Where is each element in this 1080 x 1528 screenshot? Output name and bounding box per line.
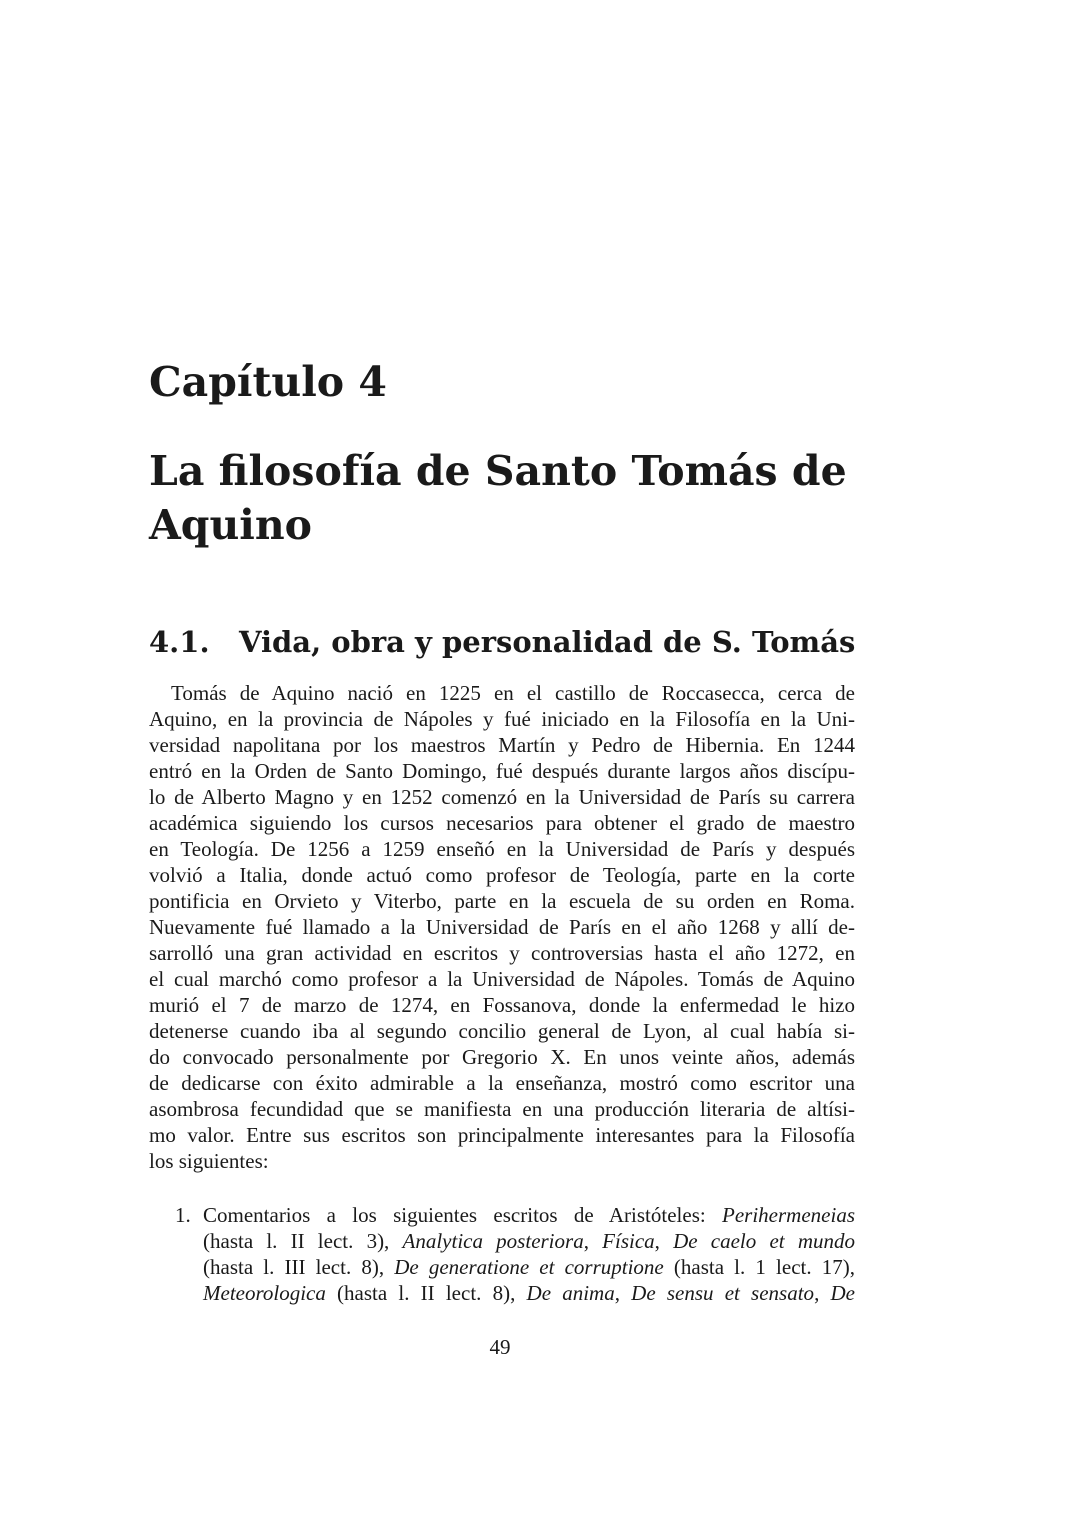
paragraph-line: los siguientes: <box>149 1149 269 1173</box>
paragraph-line: do convocado personalmente por Gregorio X. En unos veinte años, además <box>149 1045 855 1069</box>
list-item-line <box>203 1228 855 1254</box>
page-number: 49 <box>489 1335 511 1359</box>
list-item-line <box>203 1280 855 1306</box>
work-title: Analytica posteriora <box>402 1229 584 1253</box>
paragraph-line: asombrosa fecundidad que se manifiesta en una producción literaria de altísi- <box>149 1097 855 1121</box>
list-text: , <box>814 1281 831 1305</box>
paragraph-line: pontificia en Orvieto y Viterbo, parte en la escuela de su orden en Roma. <box>149 889 855 913</box>
work-title: Física <box>602 1229 655 1253</box>
work-title: De generatione et corruptione <box>394 1255 664 1279</box>
list-text: , <box>583 1229 603 1253</box>
section-heading <box>149 620 855 664</box>
paragraph-line: mo valor. Entre sus escritos son principalmente interesantes para la Filosofía <box>149 1123 855 1147</box>
paragraph-line: entró en la Orden de Santo Domingo, fué después durante largos años discípu- <box>149 759 855 783</box>
list-item <box>203 1202 855 1306</box>
work-title: De anima <box>526 1281 615 1305</box>
section-title: Vida, obra y personalidad de S. Tomás <box>239 625 856 659</box>
work-title: Meteorologica <box>203 1281 326 1305</box>
numbered-list <box>149 1202 855 1306</box>
paragraph-line: murió el 7 de marzo de 1274, en Fossanova, donde la enfermedad le hizo <box>149 993 855 1017</box>
paragraph-line: detenerse cuando iba al segundo concilio general de Lyon, al cual había si- <box>149 1019 855 1043</box>
list-item-line <box>203 1254 855 1280</box>
paragraph-line: en Teología. De 1256 a 1259 enseñó en la Universidad de París y después <box>149 837 855 861</box>
paragraph-line: académica siguiendo los cursos necesarios para obtener el grado de maestro <box>149 811 855 835</box>
section-number: 4.1. <box>149 625 210 659</box>
chapter-label: Capítulo 4 <box>149 358 387 406</box>
paragraph-line: lo de Alberto Magno y en 1252 comenzó en la Universidad de París su carrera <box>149 785 855 809</box>
work-title: De <box>830 1281 856 1305</box>
paragraph-line: volvió a Italia, donde actuó como profesor de Teología, parte en la corte <box>149 863 855 887</box>
list-marker: 1. <box>175 1203 191 1227</box>
list-text: (hasta l. III lect. 8), <box>203 1255 395 1279</box>
body-paragraph <box>149 680 855 1174</box>
work-title: De sensu et sensato <box>631 1281 815 1305</box>
list-text: (hasta l. II lect. 8), <box>325 1281 527 1305</box>
list-text: Comentarios a los siguientes escritos de Aristóteles: <box>203 1203 723 1227</box>
list-text: (hasta l. 1 lect. 17), <box>663 1255 855 1279</box>
list-text: (hasta l. II lect. 3), <box>203 1229 403 1253</box>
list-text: , <box>654 1229 674 1253</box>
paragraph-line: el cual marchó como profesor a la Universidad de Nápoles. Tomás de Aquino <box>149 967 855 991</box>
list-text: , <box>614 1281 632 1305</box>
list-item-line <box>203 1202 855 1228</box>
paragraph-line: de dedicarse con éxito admirable a la enseñanza, mostró como escritor una <box>149 1071 855 1095</box>
work-title: Perihermeneias <box>722 1203 855 1227</box>
paragraph-line: Nuevamente fué llamado a la Universidad de París en el año 1268 y allí de- <box>149 915 855 939</box>
paragraph-line: Aquino, en la provincia de Nápoles y fué iniciado en la Filosofía en la Uni- <box>149 707 855 731</box>
chapter-title: La filosofía de Santo Tomás de Aquino <box>149 447 847 549</box>
paragraph-line: versidad napolitana por los maestros Martín y Pedro de Hibernia. En 1244 <box>149 733 855 757</box>
paragraph-line: sarrolló una gran actividad en escritos y controversias hasta el año 1272, en <box>149 941 855 965</box>
work-title: De caelo et mundo <box>673 1229 855 1253</box>
paragraph-line: Tomás de Aquino nació en 1225 en el castillo de Roccasecca, cerca de <box>171 681 855 705</box>
